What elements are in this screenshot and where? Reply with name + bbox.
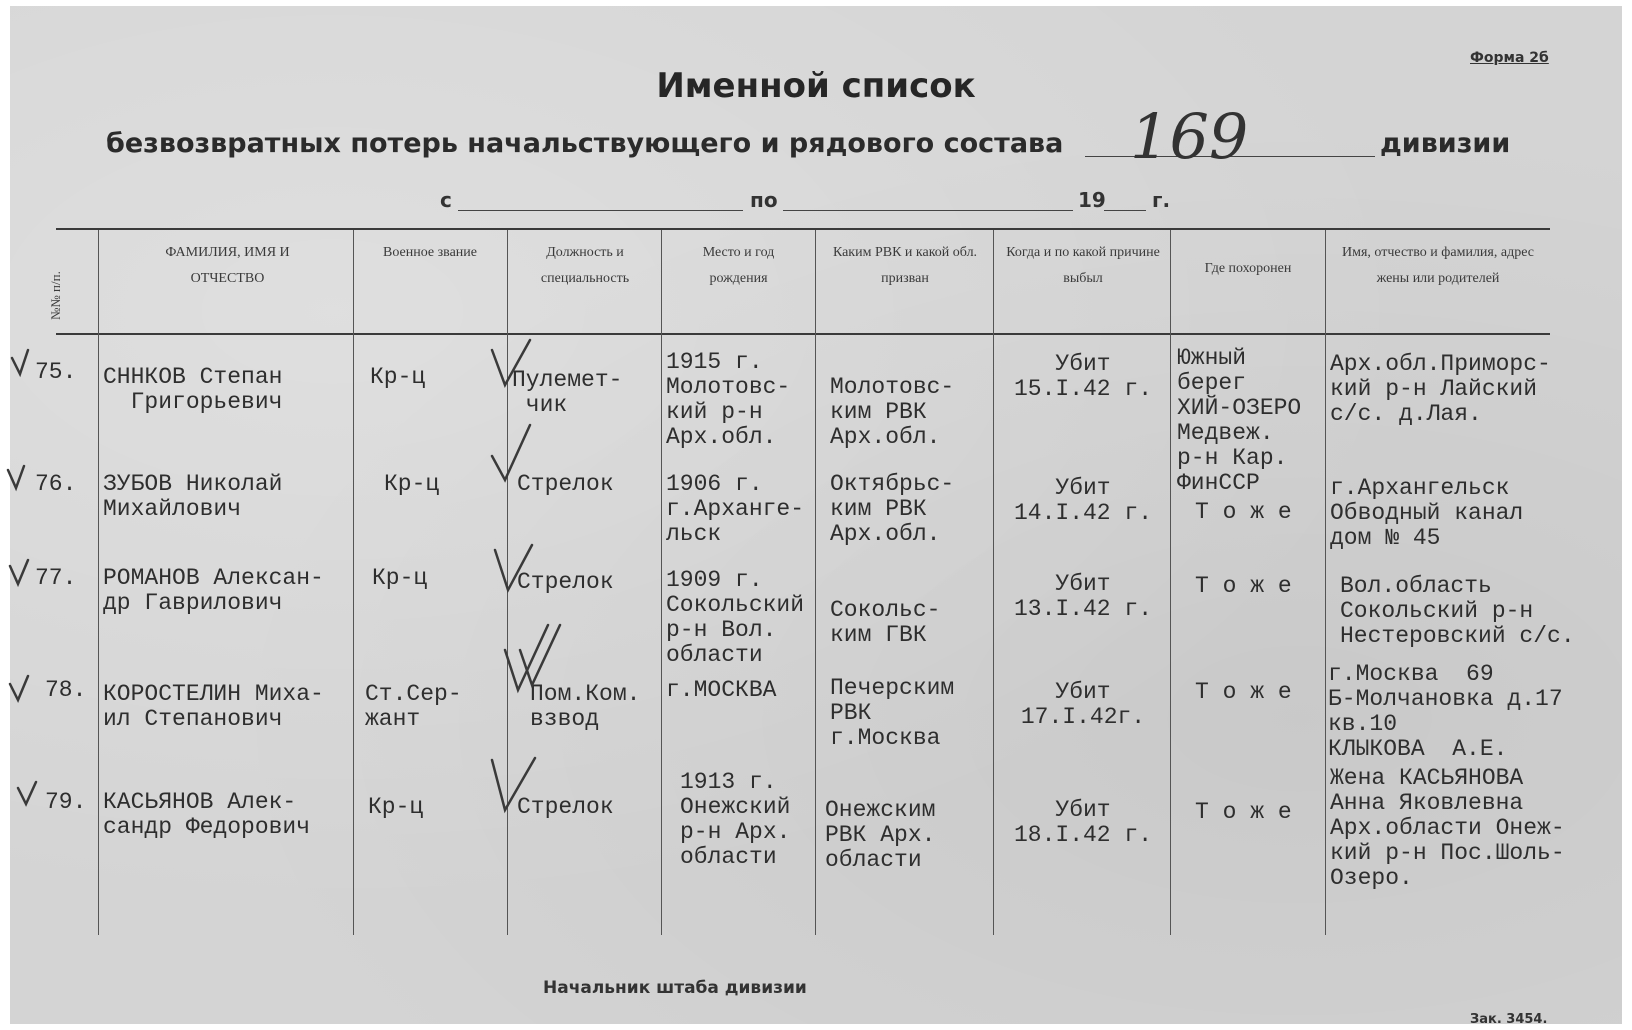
row-relatives: г.Архангельск Обводный канал дом № 45 xyxy=(1330,475,1524,551)
row-name: КОРОСТЕЛИН Миха- ил Степанович xyxy=(103,681,324,732)
row-rank: Кр-ц xyxy=(368,794,424,820)
row-relatives: г.Москва 69 Б-Молчановка д.17 кв.10 КЛЫКОВА А.Е. xyxy=(1328,661,1563,762)
row-rvk: Печерским РВК г.Москва xyxy=(830,675,955,751)
row-name: СННКОВ Степан Григорьевич xyxy=(103,364,283,415)
header-relatives: Имя, отчество и фамилия, адрес жены или родителей xyxy=(1342,245,1534,286)
row-rank: Ст.Сер- жант xyxy=(365,681,462,732)
row-name: ЗУБОВ Николай Михайлович xyxy=(103,471,283,522)
row-num: 77. xyxy=(35,565,77,591)
row-rvk: Онежским РВК Арх. области xyxy=(825,797,936,873)
row-buried: Т о ж е xyxy=(1195,499,1292,525)
row-birth: 1906 г. г.Архангe- льск xyxy=(666,471,805,547)
year-suffix: г. xyxy=(1152,188,1171,212)
footer-signature-label: Начальник штаба дивизии xyxy=(543,978,807,998)
row-buried: Южный берег ХИЙ-ОЗЕРО Медвеж. р-н Кар. ФинССР xyxy=(1177,345,1302,496)
row-birth: 1913 г. Онежский р-н Арх. области xyxy=(680,769,791,870)
form-label: Форма 2б xyxy=(1470,50,1549,66)
header-num: №№ п/п. xyxy=(48,271,63,320)
checkmark-icon xyxy=(520,625,560,685)
row-cause: Убит 18.I.42 г. xyxy=(1013,797,1153,848)
year-label: 19 xyxy=(1078,188,1106,212)
checkmark-icon xyxy=(10,560,28,584)
row-birth: г.МОСКВА xyxy=(666,677,777,703)
row-cause: Убит 15.I.42 г. xyxy=(1013,351,1153,402)
row-position: Стрелок xyxy=(517,471,614,497)
row-position: Стрелок xyxy=(517,794,614,820)
header-name: ФАМИЛИЯ, ИМЯ И ОТЧЕСТВО xyxy=(165,245,290,286)
header-rvk: Каким РВК и какой обл. призван xyxy=(832,245,978,286)
row-rank: Кр-ц xyxy=(370,364,426,390)
document-title: Именной список xyxy=(656,66,976,106)
row-buried: Т о ж е xyxy=(1195,799,1292,825)
row-birth: 1915 г. Молотовс- кий р-н Арх.обл. xyxy=(666,349,791,450)
row-rvk: Октябрьс- ким РВК Арх.обл. xyxy=(830,471,955,547)
row-num: 78. xyxy=(45,677,87,703)
header-cause: Когда и по какой причине выбыл xyxy=(1006,245,1160,286)
row-rvk: Сокольс- ким ГВК xyxy=(830,597,941,648)
row-num: 75. xyxy=(35,359,77,385)
row-rank: Кр-ц xyxy=(372,565,428,591)
date-from-label: с xyxy=(440,188,452,212)
header-buried: Где похоронен xyxy=(1204,261,1292,276)
checkmark-icon xyxy=(18,782,36,804)
row-name: РОМАНОВ Алексан- др Гаврилович xyxy=(103,565,324,616)
row-relatives: Вол.область Сокольский р-н Нестеровский с/с. xyxy=(1340,573,1575,649)
checkmark-icon xyxy=(12,350,28,374)
checkmark-icon xyxy=(492,758,535,810)
row-buried: Т о ж е xyxy=(1195,679,1292,705)
division-number: 169 xyxy=(1130,100,1249,173)
header-position: Должность и специальность xyxy=(540,245,630,286)
order-number: Зак. 3454. xyxy=(1470,1012,1548,1027)
row-rank: Кр-ц xyxy=(384,471,440,497)
division-word: дивизии xyxy=(1380,128,1511,159)
header-birth: Место и год рождения xyxy=(702,245,775,286)
row-buried: Т о ж е xyxy=(1195,573,1292,599)
row-cause: Убит 17.I.42г. xyxy=(1020,679,1146,730)
row-cause: Убит 13.I.42 г. xyxy=(1013,571,1153,622)
row-num: 76. xyxy=(35,471,77,497)
checkmark-icon xyxy=(505,625,548,690)
document-subtitle: безвозвратных потерь начальствующего и рядового состава xyxy=(106,128,1064,159)
row-position: Пулемет- чик xyxy=(512,367,623,418)
checkmark-icon xyxy=(492,340,530,385)
row-relatives: Жена КАСЬЯНОВА Анна Яковлевна Арх.области Онеж- кий р-н Пос.Шоль- Озеро. xyxy=(1330,765,1565,891)
header-rank: Военное звание xyxy=(383,245,477,260)
row-birth: 1909 г. Сокольский р-н Вол. области xyxy=(666,567,805,668)
checkmark-icon xyxy=(492,425,530,480)
date-to-label: по xyxy=(750,188,778,212)
row-rvk: Молотовс- ким РВК Арх.обл. xyxy=(830,374,955,450)
checkmark-icon xyxy=(495,545,532,590)
row-num: 79. xyxy=(45,789,87,815)
row-position: Стрелок xyxy=(517,569,614,595)
checkmark-icon xyxy=(8,466,24,488)
checkmark-icon xyxy=(10,676,28,700)
row-relatives: Арх.обл.Приморс- кий р-н Лайский с/с. д.Лая. xyxy=(1330,351,1551,427)
row-name: КАСЬЯНОВ Алек- сандр Федорович xyxy=(103,789,311,840)
row-cause: Убит 14.I.42 г. xyxy=(1013,475,1153,526)
row-position: Пом.Ком. взвод xyxy=(530,681,641,732)
